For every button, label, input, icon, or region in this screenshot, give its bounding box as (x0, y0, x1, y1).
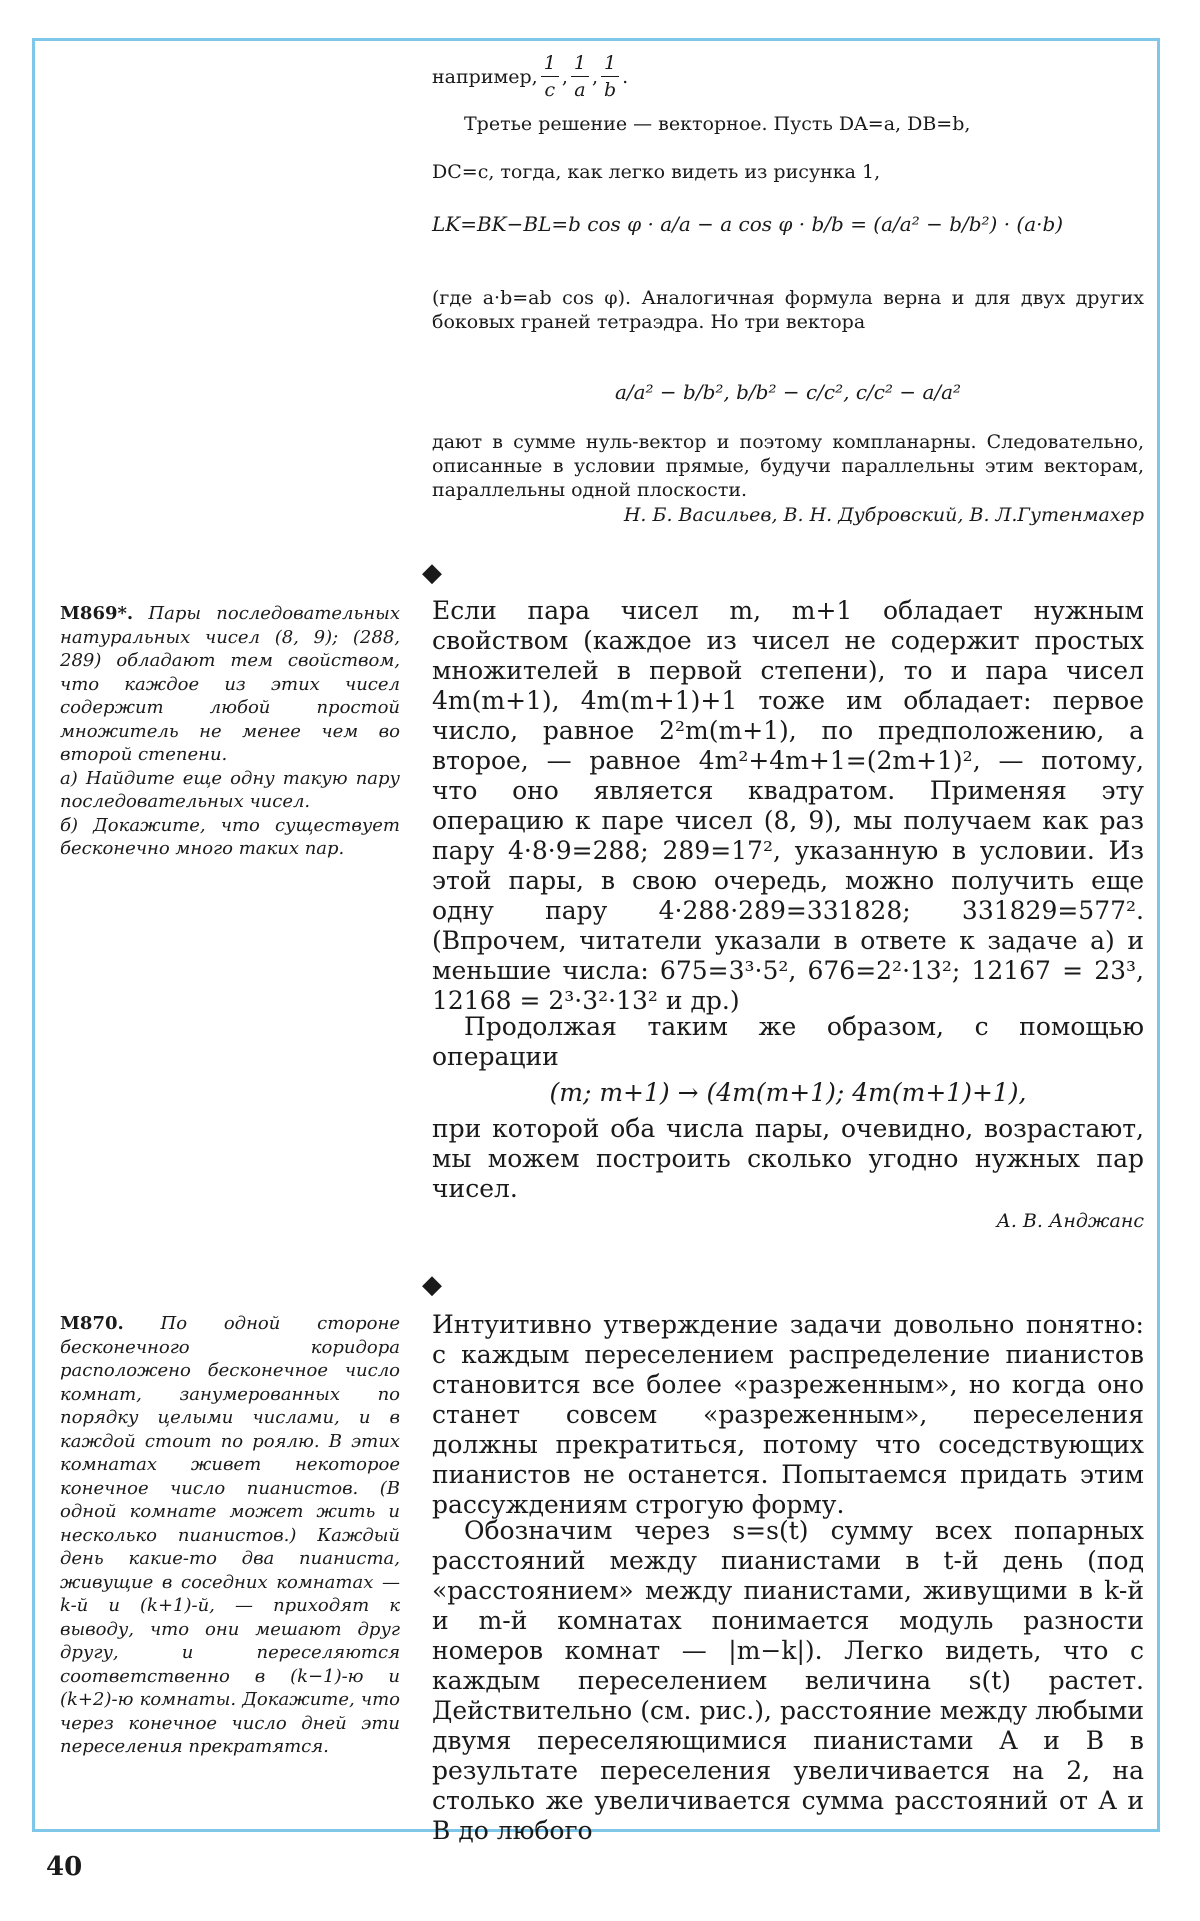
problem-label: М870. (60, 1313, 124, 1334)
fraction: $\frac{1}{a}$ (571, 50, 589, 103)
problem-870-solution-p2: Обозначим через s=s(t) сумму всех попарных расстояний между пианистами в t-й день (под «расстоянием» между пианистами, живущими в k-й и m-й комнатах понимается модуль разности номеров комнат — |m−k|). Легко видеть, что с каждым переселением величина s(t) растет. Действительно (см. рис.), расстояние между любыми двумя переселяющимися пианистами A и B в результате переселения увеличивается на 2, на столько же увеличивается сумма расстояний от A и B до любого (432, 1516, 1144, 1845)
problem-869-solution-p2: Продолжая таким же образом, с помощью операции (432, 1012, 1144, 1071)
conclusion-text: дают в сумме нуль-вектор и поэтому компланарны. Следовательно, описанные в условии прямые, будучи параллельны этим векторам, параллельны одной плоскости. (432, 431, 1144, 501)
problem-870-solution-p1: Интуитивно утверждение задачи довольно понятно: с каждым переселением распределение пианистов становится все более «разреженным», но когда оно станет совсем «разреженным», переселения должны прекратиться, потому что соседствующих пианистов не останется. Попытаемся придать этим рассуждениям строгую форму. (432, 1310, 1144, 1519)
then-line-text: DC=c, тогда, как легко видеть из рисунка 1, (432, 161, 881, 183)
author-signature: А. В. Анджанс (996, 1210, 1144, 1232)
operation-formula: (m; m+1) → (4m(m+1); 4m(m+1)+1), (549, 1078, 1027, 1107)
fraction: $\frac{1}{c}$ (541, 50, 559, 103)
example-line: например, $\frac{1}{c}$ , $\frac{1}{a}$ , $\frac{1}{b}$ . (432, 52, 629, 101)
problem-869-solution-p1: Если пара чисел m, m+1 обладает нужным свойством (каждое из чисел не содержит простых множителей в первой степени), то и пара чисел 4m(m+1), 4m(m+1)+1 тоже им обладает: первое число, равное 2²m(m+1), по предположению, а второе, — равное 4m²+4m+1=(2m+1)², — потому, что оно является квадратом. Применяя эту операцию к паре чисел (8, 9), мы получаем как раз пару 4·8·9=288; 289=17², указанную в условии. Из этой пары, в свою очередь, можно получить еще одну пару 4·288·289=331828; 331829=577². (Впрочем, читатели указали в ответе к задаче а) и меньшие числа: 675=3³·5², 676=2²·13²; 12167 = 23³, 12168 = 2³·3²·13² и др.) (432, 596, 1144, 1015)
diamond-icon: ◆ (422, 1270, 442, 1300)
formula-lk: LK=BK−BL=b cos φ · a/a − a cos φ · b/b = (a/a² − b/b²) · (a·b) (432, 212, 1064, 236)
authors-signature: Н. Б. Васильев, В. Н. Дубровский, В. Л.Гутенмахер (623, 504, 1144, 526)
after-formula-text: (где a·b=ab cos φ). Аналогичная формула верна и для двух других боковых граней тетраэдра. Но три вектора (432, 287, 1144, 333)
third-solution-text: Третье решение — векторное. Пусть DA=a, DB=b, (464, 113, 971, 135)
problem-label: М869*. (60, 603, 134, 624)
page-number: 40 (46, 1852, 83, 1882)
problem-869-solution-p3: при которой оба числа пары, очевидно, возрастают, мы можем построить сколько угодно нужных пар чисел. (432, 1114, 1144, 1203)
diamond-icon: ◆ (422, 558, 442, 588)
fraction: $\frac{1}{b}$ (601, 50, 619, 103)
vectors-formula: a/a² − b/b², b/b² − c/c², c/c² − a/a² (614, 380, 962, 404)
problem-869-statement: М869*. Пары последовательных натуральных чисел (8, 9); (288, 289) обладают тем свойством, что каждое из этих чисел содержит любой простой множитель не менее чем во второй степени. а) Найдите еще одну такую пару последовательных чисел. б) Докажите, что существует бесконечно много таких пар. (60, 603, 400, 859)
problem-870-statement: М870. По одной стороне бесконечного коридора расположено бесконечное число комнат, занумерованных по порядку целыми числами, и в каждой стоит по роялю. В этих комнатах живет некоторое конечное число пианистов. (В одной комнате может жить и несколько пианистов.) Каждый день какие-то два пианиста, живущие в соседних комнатах — k-й и (k+1)-й, — приходят к выводу, что они мешают друг другу, и переселяются соответственно в (k−1)-ю и (k+2)-ю комнаты. Докажите, что через конечное число дней эти переселения прекратятся. (60, 1313, 400, 1757)
